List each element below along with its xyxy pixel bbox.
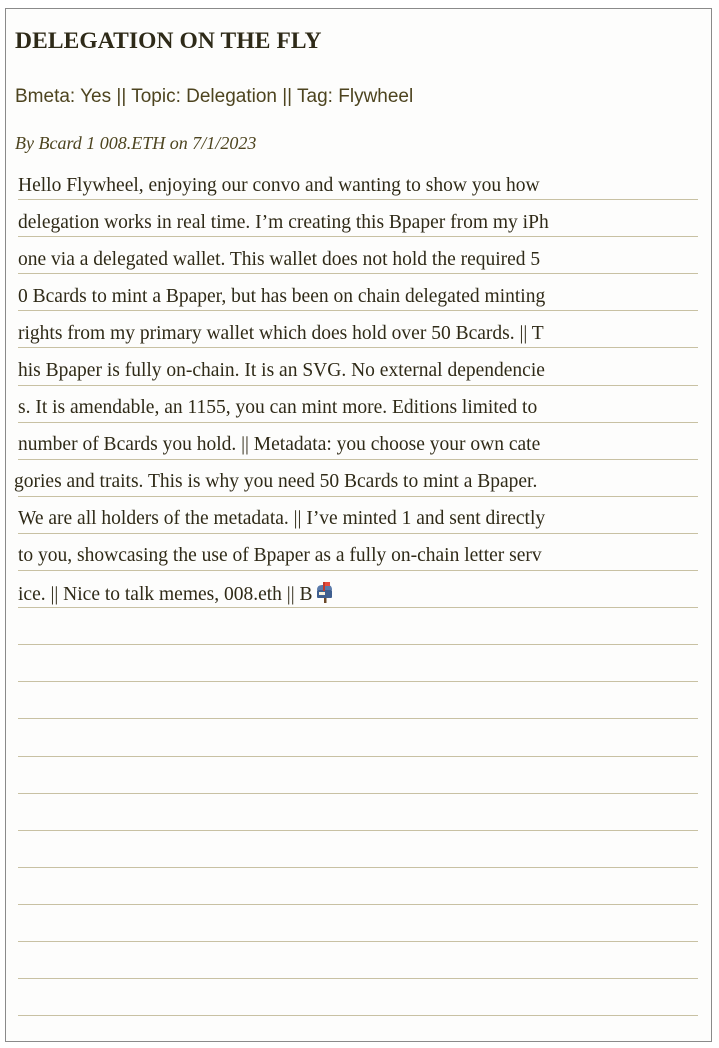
- ruled-line: [18, 347, 698, 348]
- body-line: one via a delegated wallet. This wallet does not hold the required 5: [18, 249, 541, 270]
- ruled-line: [18, 756, 698, 757]
- mailbox-icon: [315, 581, 337, 610]
- body-line: Hello Flywheel, enjoying our convo and wanting to show you how: [18, 175, 540, 196]
- body-line: 0 Bcards to mint a Bpaper, but has been on chain delegated minting: [18, 286, 546, 307]
- ruled-line: [18, 718, 698, 719]
- ruled-line: [18, 607, 698, 608]
- body-line: s. It is amendable, an 1155, you can mint more. Editions limited to: [18, 397, 538, 418]
- ruled-line: [18, 385, 698, 386]
- ruled-line: [18, 273, 698, 274]
- ruled-line: [18, 978, 698, 979]
- ruled-line: [18, 644, 698, 645]
- page-title: DELEGATION ON THE FLY: [15, 28, 322, 54]
- body-line: gories and traits. This is why you need 50 Bcards to mint a Bpaper.: [14, 471, 538, 492]
- ruled-line: [18, 681, 698, 682]
- body-line: rights from my primary wallet which does hold over 50 Bcards. || T: [18, 323, 544, 344]
- body-line-text: ice. || Nice to talk memes, 008.eth || B: [18, 584, 313, 605]
- body-line-last: [18, 581, 337, 610]
- ruled-line: [18, 1015, 698, 1016]
- ruled-line: [18, 459, 698, 460]
- meta-line: Bmeta: Yes || Topic: Delegation || Tag: Flywheel: [15, 86, 414, 107]
- body-line: number of Bcards you hold. || Metadata: you choose your own cate: [18, 434, 541, 455]
- ruled-line: [18, 422, 698, 423]
- ruled-line: [18, 570, 698, 571]
- ruled-line: [18, 904, 698, 905]
- ruled-line: [18, 830, 698, 831]
- ruled-line: [18, 941, 698, 942]
- ruled-line: [18, 199, 698, 200]
- body-line: delegation works in real time. I’m creating this Bpaper from my iPh: [18, 212, 549, 233]
- ruled-line: [18, 496, 698, 497]
- ruled-line: [18, 793, 698, 794]
- ruled-line: [18, 310, 698, 311]
- ruled-line: [18, 533, 698, 534]
- ruled-line: [18, 867, 698, 868]
- body-line: his Bpaper is fully on-chain. It is an SVG. No external dependencie: [18, 360, 545, 381]
- body-line: We are all holders of the metadata. || I’ve minted 1 and sent directly: [18, 508, 546, 529]
- byline: By Bcard 1 008.ETH on 7/1/2023: [15, 133, 257, 153]
- body-line: to you, showcasing the use of Bpaper as a fully on-chain letter serv: [18, 545, 542, 566]
- ruled-line: [18, 236, 698, 237]
